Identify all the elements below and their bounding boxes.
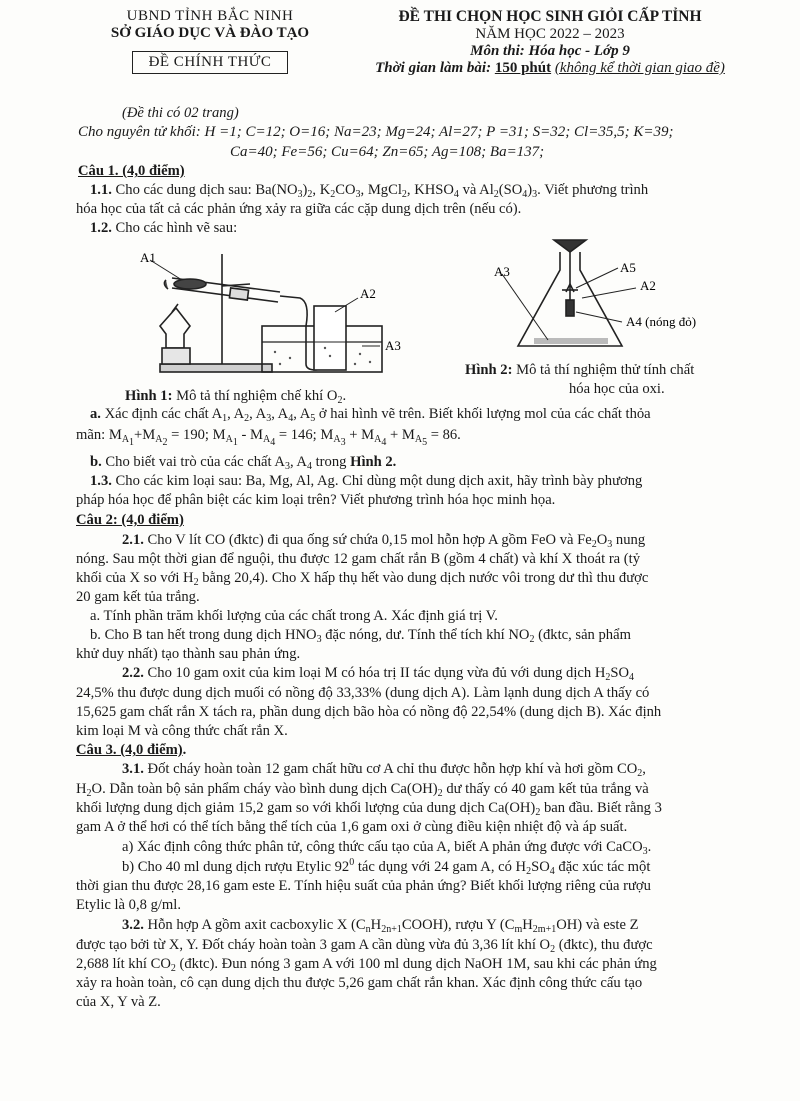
q3-1-line2: $H_2O$. Dẫn toàn bộ sản phẩm cháy vào bình dung dịch $Ca(OH)_2$ dư thấy có 40 gam kết tủa trắng và xyxy=(76,781,649,799)
q3-2-line4: xảy ra hoàn toàn, cô cạn dung dịch thu được 5,26 gam chất rắn khan. Xác định công thức cấu tạo xyxy=(76,975,643,991)
exam-title: ĐỀ THI CHỌN HỌC SINH GIỎI CẤP TỈNH xyxy=(398,8,702,25)
q2-2-line1: 2.2. Cho 10 gam oxit của kim loại M có hóa trị II tác dụng vừa đủ với dung dịch $H_2SO_4$ xyxy=(122,665,635,683)
q1-3-line1: 1.3. Cho các kim loại sau: Ba, Mg, Al, Ag. Chỉ dùng một dung dịch axit, hãy trình bày phương xyxy=(90,473,643,489)
q2-1-line4: 20 gam kết tủa trắng. xyxy=(76,589,200,605)
q2-1b-line2: khử duy nhất) tạo thành sau phản ứng. xyxy=(76,646,301,662)
subject-line: Môn thi: Hóa học - Lớp 9 xyxy=(470,43,630,59)
q2-2-line4: kim loại M và công thức chất rắn X. xyxy=(76,723,288,739)
fig1-label-a1: A1 xyxy=(140,250,156,265)
q2-2-line2: 24,5% thu được dung dịch muối có nồng độ 33,33% (dung dịch A). Làm lạnh dung dịch A thấy có xyxy=(76,685,650,701)
figure-2-caption-1: Hình 2: Mô tả thí nghiệm thử tính chất xyxy=(465,362,695,378)
q3-2-line5: của X, Y và Z. xyxy=(76,994,161,1010)
q3-1-line3: khối lượng dung dịch giảm 15,2 gam so với khối lượng của dung dịch $Ca(OH)_2$ ban đầu. Biết rằng 3 xyxy=(76,800,662,818)
q2-1a-line: a. Tính phần trăm khối lượng của các chất trong A. Xác định giá trị V. xyxy=(90,608,498,624)
school-year: NĂM HỌC 2022 – 2023 xyxy=(475,26,625,42)
q3-2-line2: được tạo bởi từ X, Y. Đốt cháy hoàn toàn 3 gam A cần dùng vừa đủ 3,36 lít khí $O_2$ (đktc), thu được xyxy=(76,937,653,955)
figure-2-apparatus xyxy=(490,230,730,360)
fig1-label-a3: A3 xyxy=(385,338,401,353)
q3-1b-line1: b) Cho 40 ml dung dịch rượu Etylic $92^0$ tác dụng với 24 gam A, có $H_2SO_4$ đặc xúc tác một xyxy=(122,857,651,877)
fig1-label-a2: A2 xyxy=(360,286,376,301)
q3-1a-line: a) Xác định công thức phân tử, công thức cấu tạo của A, biết A phản ứng được với CaCO$_3$. xyxy=(122,839,652,857)
department-name: SỞ GIÁO DỤC VÀ ĐÀO TẠO xyxy=(110,25,310,41)
atomic-masses-1: Cho nguyên tử khối: H =1; C=12; O=16; Na=23; Mg=24; Al=27; P =31; S=32; Cl=35,5; K=39; xyxy=(78,124,674,140)
header-left xyxy=(80,8,340,74)
question-1-title: Câu 1. (4,0 điểm) xyxy=(78,163,185,179)
q3-1b-line3: Etylic là 0,8 g/ml. xyxy=(76,897,181,913)
q2-1-line2: nóng. Sau một thời gian để nguội, thu được 12 gam chất rắn B (gồm 4 chất) và khí X thoát ra (tỷ xyxy=(76,551,641,567)
atomic-masses-2: Ca=40; Fe=56; Cu=64; Zn=65; Ag=108; Ba=137; xyxy=(230,144,545,160)
q3-2-line3: 2,688 lít khí $CO_2$ (đktc). Đun nóng 3 gam A với 100 ml dung dịch NaOH 1M, sau khi các phản ứng xyxy=(76,956,657,974)
official-stamp: ĐỀ CHÍNH THỨC xyxy=(132,51,289,74)
fig2-label-a2: A2 xyxy=(640,278,656,293)
q3-1b-line2: thời gian thu được 28,16 gam este E. Tính hiệu suất của phản ứng? Biết khối lượng riêng của rượu xyxy=(76,878,651,894)
q1-1-line1: 1.1. Cho các dung dịch sau: $Ba(NO_3)_2$, $K_2CO_3$, MgCl$_2$, $KHSO_4$ và $Al_2(SO_4)_3$. Viết phương trình xyxy=(90,182,649,200)
q1-2a-line2: mãn: $M_{A_1}+M_{A_2} = 190$; $M_{A_1} - M_{A_4} = 146$; $M_{A_3} + M_{A_4} + M_{A_5} = 86$. xyxy=(76,427,461,448)
q1-1-line2: hóa học của tất cả các phản ứng xảy ra giữa các cặp dung dịch trên (nếu có). xyxy=(76,201,522,217)
q2-1b-line1: b. Cho B tan hết trong dung dịch $HNO_3$ đặc nóng, dư. Tính thể tích khí $NO_2$ (đktc, sản phẩm xyxy=(90,627,631,645)
header-right xyxy=(330,8,770,77)
q3-1-line4: gam A ở thể hơi có thể tích bằng thể tích của 1,6 gam oxi ở cùng điều kiện nhiệt độ và áp suất. xyxy=(76,819,628,835)
fig2-label-a5: A5 xyxy=(620,260,636,275)
figure-2-caption-2: hóa học của oxi. xyxy=(569,381,665,397)
figure-1-caption: Hình 1: Mô tả thí nghiệm chế khí $O_2$. xyxy=(125,388,347,406)
q1-2a-line1: a. Xác định các chất $A_1$, $A_2$, $A_3$, $A_4$, $A_5$ ở hai hình vẽ trên. Biết khối lượng mol của các chất thỏa xyxy=(90,406,651,424)
fig2-label-a3: A3 xyxy=(494,264,510,279)
q1-2b-line: b. Cho biết vai trò của các chất $A_3$, $A_4$ trong Hình 2. xyxy=(90,454,397,472)
pages-note: (Đề thi có 02 trang) xyxy=(122,105,239,121)
q2-1-line1: 2.1. Cho V lít CO (đktc) đi qua ống sứ chứa 0,15 mol hỗn hợp A gồm FeO và $Fe_2O_3$ nung xyxy=(122,532,646,550)
time-line: Thời gian làm bài: 150 phút (không kể thời gian giao đề) xyxy=(375,60,725,76)
q3-2-line1: 3.2. Hỗn hợp A gồm axit cacboxylic X $(C_nH_{2n+1}COOH)$, rượu Y $(C_mH_{2m+1}OH)$ và este Z xyxy=(122,917,639,935)
province-name: UBND TỈNH BẮC NINH xyxy=(126,8,294,24)
question-2-title: Câu 2: (4,0 điểm) xyxy=(76,512,184,528)
q1-3-line2: pháp hóa học để phân biệt các kim loại trên? Viết phương trình hóa học minh họa. xyxy=(76,492,556,508)
q2-1-line3: khối của X so với $H_2$ bằng 20,4). Cho X hấp thụ hết vào dung dịch nước vôi trong dư thì thu được xyxy=(76,570,649,588)
q1-2-line: 1.2. Cho các hình vẽ sau: xyxy=(90,220,238,236)
fig2-label-a4: A4 (nóng đỏ) xyxy=(626,314,697,329)
q2-2-line3: 15,625 gam chất rắn X tách ra, phần dung dịch bão hòa có nồng độ 22,54% (dung dịch B). Xác định xyxy=(76,704,662,720)
question-3-title: Câu 3. (4,0 điểm). xyxy=(76,742,187,758)
figure-1-apparatus xyxy=(130,246,420,386)
q3-1-line1: 3.1. Đốt cháy hoàn toàn 12 gam chất hữu cơ A chỉ thu được hỗn hợp khí và hơi gồm $CO_2$, xyxy=(122,761,646,779)
